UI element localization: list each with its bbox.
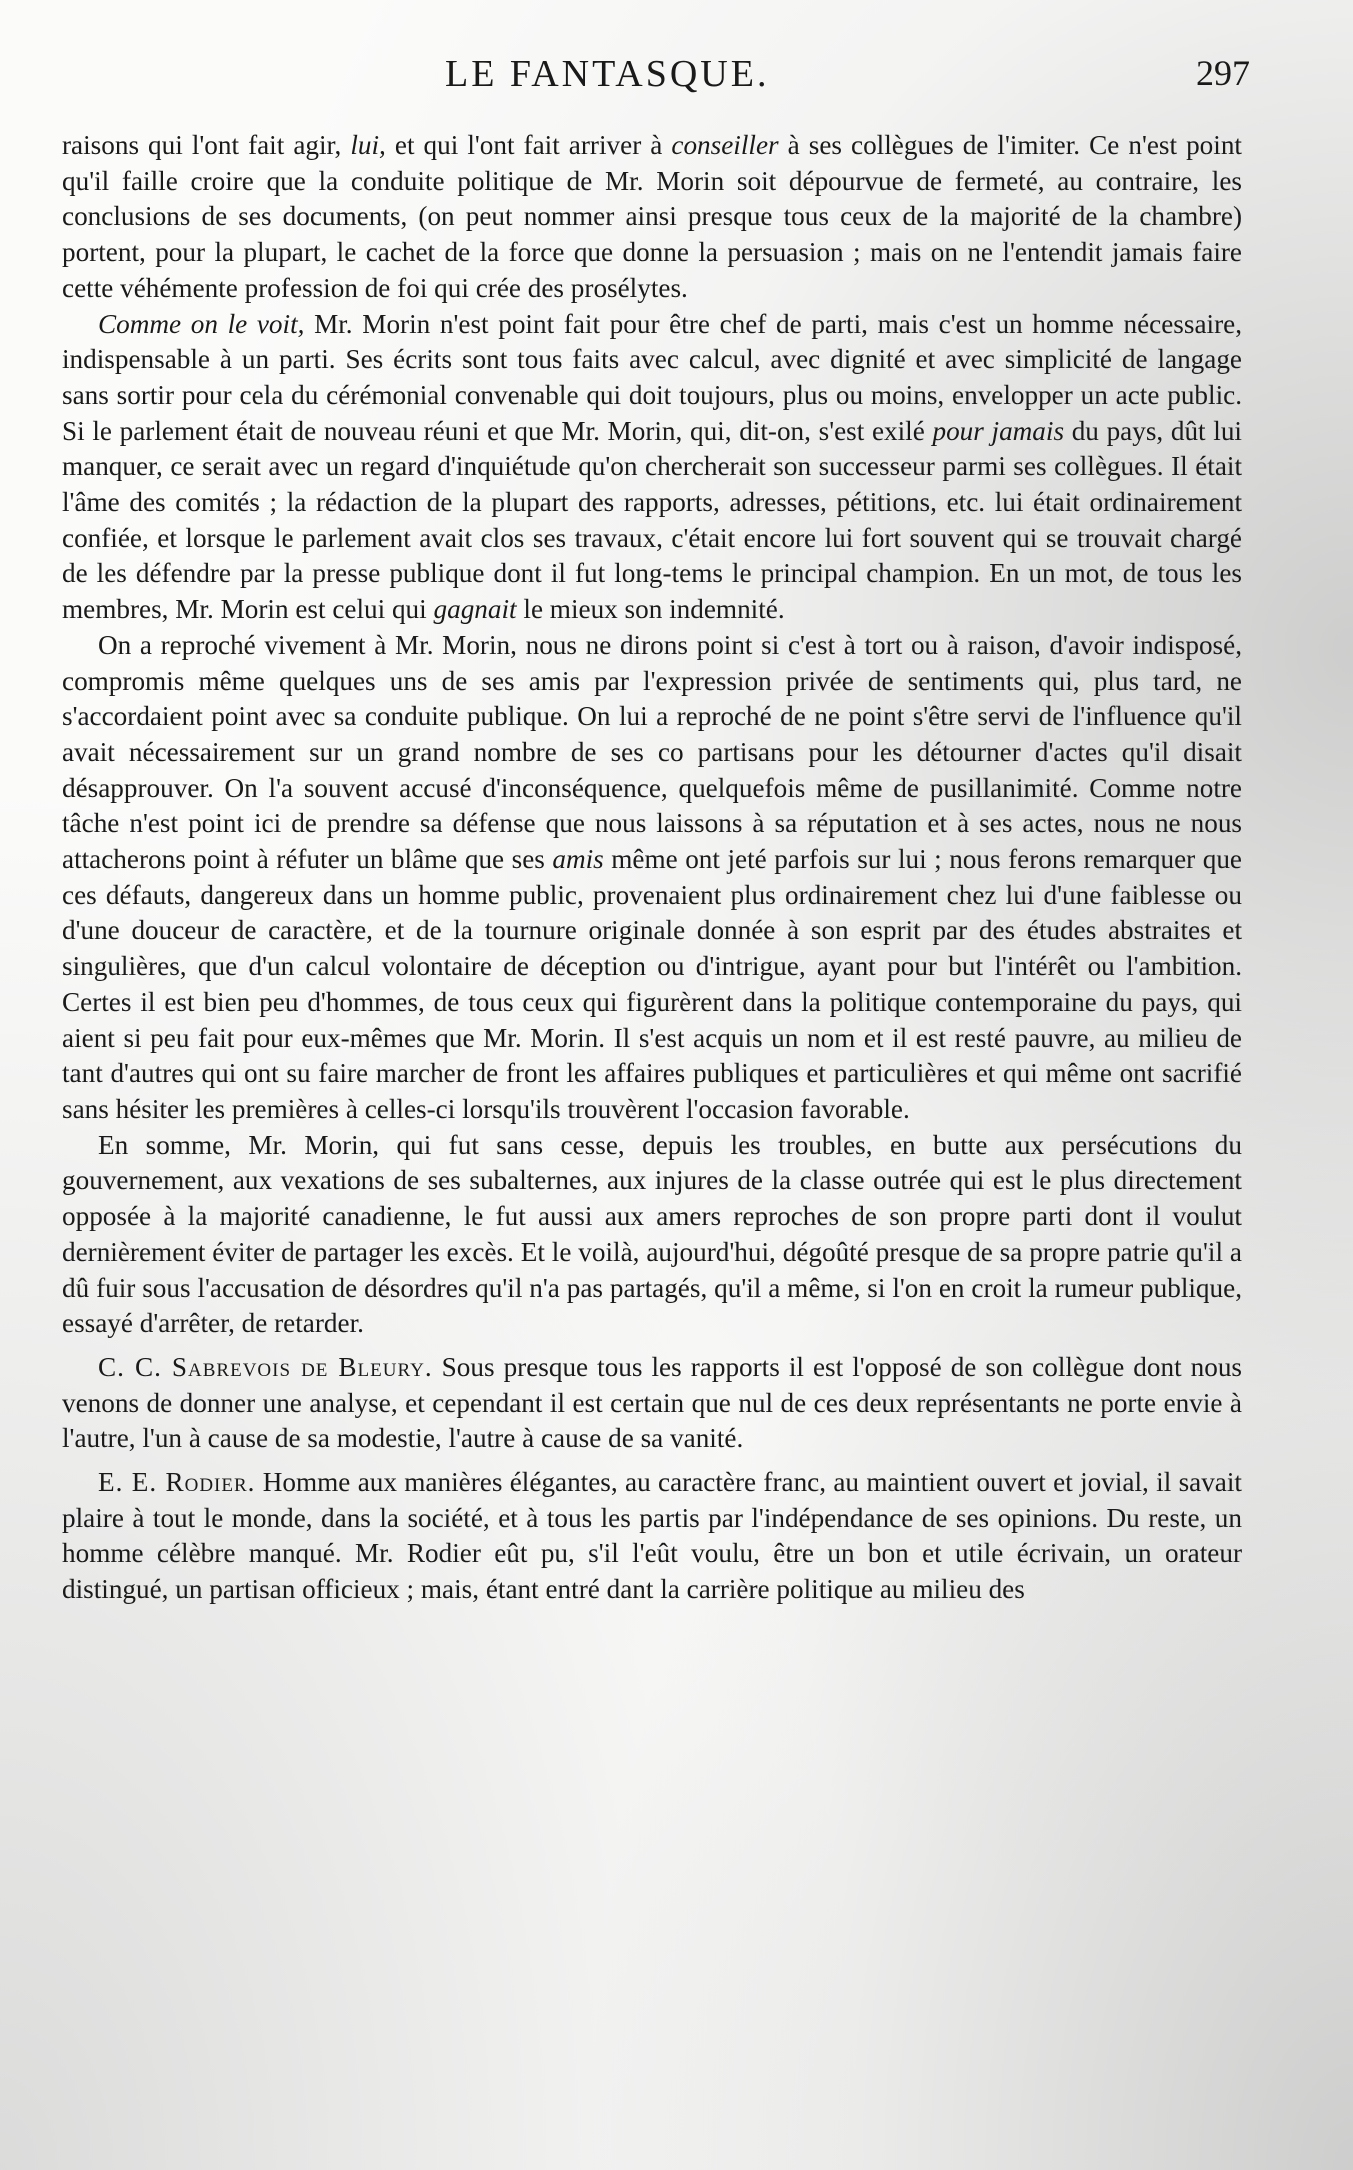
text-run: On a reproché vivement à Mr. Morin, nous ne dirons point si c'est à tort ou à raison, d'avoir indisposé, compromis même quelques uns de ses amis par l'expression privée de sentiments qui, plus tard, ne s'accordaient point avec sa conduite publique. On lui a reproché de ne point s'être servi de l'influence qu'il avait nécessairement sur un grand nombre de ses co partisans pour les détourner d'actes qu'il disait désapprouver. On l'a souvent accusé d'inconséquence, quelquefois même de pusillanimité. Comme notre tâche n'est point ici de prendre sa défense que nous laissons à sa réputation et à ses actes, nous ne nous attacherons point à réfuter un blâme que ses	[62, 629, 1242, 875]
text-run: à ses collègues de l'imiter. Ce n'est point qu'il faille croire que la conduite politique de Mr. Morin soit dépourvue de fermeté, au contraire, les conclusions de ses documents, (on peut nommer ainsi presque tous ceux de la majorité de la chambre) portent, pour la plupart, le cachet de la force que donne la persuasion ; mais on ne l'entendit jamais faire cette véhémente profession de foi qui crée des prosélytes.	[62, 130, 1242, 303]
paragraph-rodier	[62, 1465, 1242, 1608]
page-number: 297	[1196, 53, 1250, 93]
text-run: Homme aux manières élégantes, au caractère franc, au maintient ouvert et jovial, il savait plaire à tout le monde, dans la société, et à tous les partis par l'indépendance de ses opinions. Du reste, un homme célèbre manqué. Mr. Rodier eût pu, s'il l'eût voulu, être un bon et utile écrivain, un orateur distingué, un partisan officieux ; mais, étant entré dant la carrière politique au milieu des	[62, 1467, 1242, 1605]
paragraph-chef-de-parti	[62, 307, 1242, 628]
italic-run: Comme on le voit,	[98, 308, 305, 339]
italic-run: amis	[552, 844, 604, 875]
paragraph-continuation	[62, 128, 1242, 307]
text-run: et qui l'ont fait arriver à	[385, 130, 672, 160]
text-run: le mieux son indemnité.	[516, 594, 785, 625]
text-run: raisons qui l'ont fait agir,	[62, 130, 351, 160]
page-header	[60, 52, 1250, 102]
text-run: Sous presque tous les rapports il est l'opposé de son collègue dont nous venons de donner une analyse, et cependant il est certain que nul de ces deux représentants ne porte envie à l'autre, l'un à cause de sa modestie, l'autre à cause de sa vanité.	[62, 1351, 1243, 1454]
paragraph-en-somme	[62, 1128, 1242, 1342]
italic-run: pour jamais	[932, 415, 1065, 446]
member-name: C. C. Sabrevois de Bleury.	[98, 1351, 433, 1382]
body-text	[62, 128, 1242, 1608]
italic-run: lui,	[350, 130, 386, 160]
running-title: LE FANTASQUE.	[445, 53, 770, 95]
italic-run: gagnait	[433, 594, 517, 625]
text-run: du pays, dût lui manquer, ce serait avec un regard d'inquiétude qu'on chercherait son successeur parmi ses collègues. Il était l'âme des comités ; la rédaction de la plupart des rapports, adresses, pétitions, etc. lui était ordinairement confiée, et lorsque le parlement avait clos ses travaux, c'était encore lui fort souvent qui se trouvait chargé de les défendre par la presse publique dont il fut long-tems le principal champion. En un mot, de tous les membres, Mr. Morin est celui qui	[62, 415, 1242, 625]
text-run: Mr. Morin n'est point fait pour être chef de parti, mais c'est un homme nécessaire, indispensable à un parti. Ses écrits sont tous faits avec calcul, avec dignité et avec simplicité de langage sans sortir pour cela du cérémonial convenable qui doit toujours, plus ou moins, envelopper un acte public. Si le parlement était de nouveau réuni et que Mr. Morin, qui, dit-on, s'est exilé	[62, 308, 1243, 446]
paragraph-sabrevois	[62, 1350, 1242, 1457]
italic-run: conseiller	[671, 130, 779, 160]
paragraph-reproche	[62, 628, 1242, 1128]
text-run: même ont jeté parfois sur lui ; nous ferons remarquer que ces défauts, dangereux dans un homme public, provenaient plus ordinairement chez lui d'une faiblesse ou d'une douceur de caractère, et de la tournure originale donnée à son esprit par des études abstraites et singulières, que d'un calcul volontaire de déception ou d'intrigue, ayant pour but l'intérêt ou l'ambition. Certes il est bien peu d'hommes, de tous ceux qui figurèrent dans la politique contemporaine du pays, qui aient si peu fait pour eux-mêmes que Mr. Morin. Il s'est acquis un nom et il est resté pauvre, au milieu de tant d'autres qui ont su faire marcher de front les affaires publiques et particulières et qui même ont sacrifié sans hésiter les premières à celles-ci lorsqu'ils trouvèrent l'occasion favorable.	[62, 844, 1242, 1124]
text-run: En somme, Mr. Morin, qui fut sans cesse, depuis les troubles, en butte aux persécutions du gouvernement, aux vexations de ses subalternes, aux injures de la classe outrée qui est le plus directement opposée à la majorité canadienne, le fut aussi aux amers reproches de son propre parti dont il voulut dernièrement éviter de partager les excès. Et le voilà, aujourd'hui, dégoûté presque de sa propre patrie qu'il a dû fuir sous l'accusation de désordres qu'il n'a pas partagés, qu'il a même, si l'on en croit la rumeur publique, essayé d'arrêter, de retarder.	[62, 1129, 1242, 1339]
member-name: E. E. Rodier.	[98, 1467, 256, 1498]
